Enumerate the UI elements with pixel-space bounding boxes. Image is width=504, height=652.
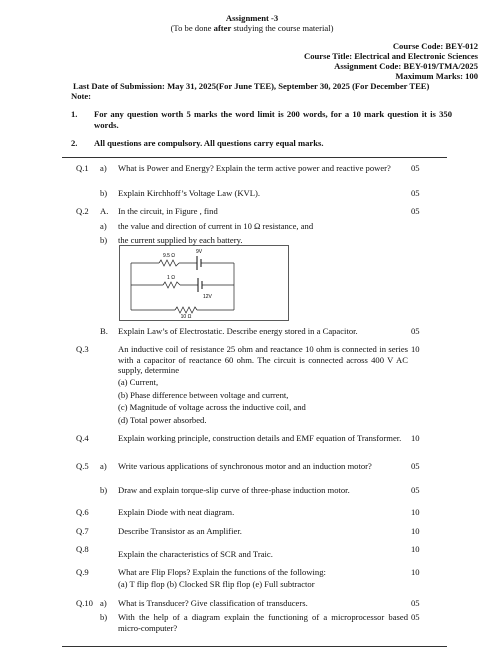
assignment-title: Assignment -3 [225, 13, 279, 23]
q2-B-label: B. [100, 326, 108, 336]
q4-number: Q.4 [76, 433, 89, 443]
note-1-text: For any question worth 5 marks the word limit is 200 words, for a 10 mark question it is 350 words. [94, 109, 452, 130]
divider-top [62, 157, 447, 158]
q5-b-text: Draw and explain torque-slip curve of three-phase induction motor. [118, 485, 350, 495]
q2-number: Q.2 [76, 206, 89, 216]
last-date: Last Date of Submission: May 31, 2025(For June TEE), September 30, 2025 (For December TEE) [73, 81, 430, 91]
q3-item-d: (d) Total power absorbed. [118, 415, 207, 425]
q1-a-marks: 05 [411, 163, 420, 173]
q6-text: Explain Diode with neat diagram. [118, 507, 235, 517]
q6-marks: 10 [411, 507, 420, 517]
q2-A-marks: 05 [411, 206, 420, 216]
q8-text: Explain the characteristics of SCR and Traic. [118, 549, 273, 559]
q9-marks: 10 [411, 567, 420, 577]
max-marks: Maximum Marks: 100 [395, 71, 478, 81]
q2-b-text: the current supplied by each battery. [118, 235, 243, 245]
circuit-v2-label: 12V [203, 294, 212, 300]
q4-text: Explain working principle, construction details and EMF equation of Transformer. [118, 433, 402, 443]
q2-b-label: b) [100, 235, 108, 245]
q4-marks: 10 [411, 433, 420, 443]
q6-number: Q.6 [76, 507, 89, 517]
q7-marks: 10 [411, 526, 420, 536]
q1-b-marks: 05 [411, 188, 420, 198]
q3-text: An inductive coil of resistance 25 ohm and reactance 10 ohm is connected in series with a capacitor of reactance 60 ohm. The circuit is connected across 400 V AC supply, determine [118, 344, 408, 375]
q9-text: What are Flip Flops? Explain the functions of the following: [118, 567, 326, 577]
q2-A-label: A. [100, 206, 109, 216]
q10-number: Q.10 [76, 598, 93, 608]
circuit-r1-label: 9.5 Ω [162, 253, 176, 259]
divider-bottom [62, 646, 447, 647]
note-1-number: 1. [71, 109, 78, 119]
q10-a-marks: 05 [411, 598, 420, 608]
q1-b-text: Explain Kirchhoff’s Voltage Law (KVL). [118, 188, 261, 198]
q10-b-marks: 05 [411, 612, 420, 622]
circuit-v1-label: 9V [195, 249, 203, 255]
q3-number: Q.3 [76, 344, 89, 354]
circuit-r3-label: 10 Ω [180, 314, 192, 320]
q3-item-a: (a) Current, [118, 377, 159, 387]
q10-b-label: b) [100, 612, 108, 622]
q5-b-marks: 05 [411, 485, 420, 495]
q2-B-text: Explain Law’s of Electrostatic. Describe energy stored in a Capacitor. [118, 326, 358, 336]
q8-number: Q.8 [76, 544, 89, 554]
q3-item-b: (b) Phase difference between voltage and current, [118, 390, 289, 400]
q7-text: Describe Transistor as an Amplifier. [118, 526, 242, 536]
q2-B-marks: 05 [411, 326, 420, 336]
q10-a-label: a) [100, 598, 107, 608]
q9-text-2: (a) T flip flop (b) Clocked SR flip flop (e) Full subtractor [118, 579, 315, 589]
q2-a-text: the value and direction of current in 10 Ω resistance, and [118, 221, 314, 231]
q9-number: Q.9 [76, 567, 89, 577]
q2-A-text: In the circuit, in Figure , find [118, 206, 218, 216]
q5-a-marks: 05 [411, 461, 420, 471]
q1-a-text: What is Power and Energy? Explain the term active power and reactive power? [118, 163, 391, 173]
subtitle-post: studying the course material) [231, 23, 334, 33]
assignment-subtitle [0, 23, 504, 34]
subtitle-bold: after [213, 23, 232, 33]
q1-b-label: b) [100, 188, 108, 198]
circuit-r2-label: 1 Ω [167, 275, 175, 281]
circuit-diagram [119, 245, 289, 321]
q3-item-c: (c) Magnitude of voltage across the inductive coil, and [118, 402, 306, 412]
q5-b-label: b) [100, 485, 108, 495]
note-2-text: All questions are compulsory. All questions carry equal marks. [94, 138, 324, 148]
q5-a-text: Write various applications of synchronous motor and an induction motor? [118, 461, 372, 471]
q10-a-text: What is Transducer? Give classification of transducers. [118, 598, 308, 608]
q3-marks: 10 [411, 344, 420, 354]
q8-marks: 10 [411, 544, 420, 554]
q10-b-text: With the help of a diagram explain the functioning of a microprocessor based micro-computer? [118, 612, 408, 633]
q7-number: Q.7 [76, 526, 89, 536]
assignment-code: Assignment Code: BEY-019/TMA/2025 [334, 61, 478, 71]
q5-a-label: a) [100, 461, 107, 471]
course-code: Course Code: BEY-012 [392, 41, 478, 51]
q1-a-label: a) [100, 163, 107, 173]
note-2-number: 2. [71, 138, 78, 148]
q1-number: Q.1 [76, 163, 89, 173]
subtitle-pre: (To be done [170, 23, 214, 33]
q2-a-label: a) [100, 221, 107, 231]
q5-number: Q.5 [76, 461, 89, 471]
note-label: Note: [71, 91, 92, 101]
course-title: Course Title: Electrical and Electronic Sciences [304, 51, 478, 61]
